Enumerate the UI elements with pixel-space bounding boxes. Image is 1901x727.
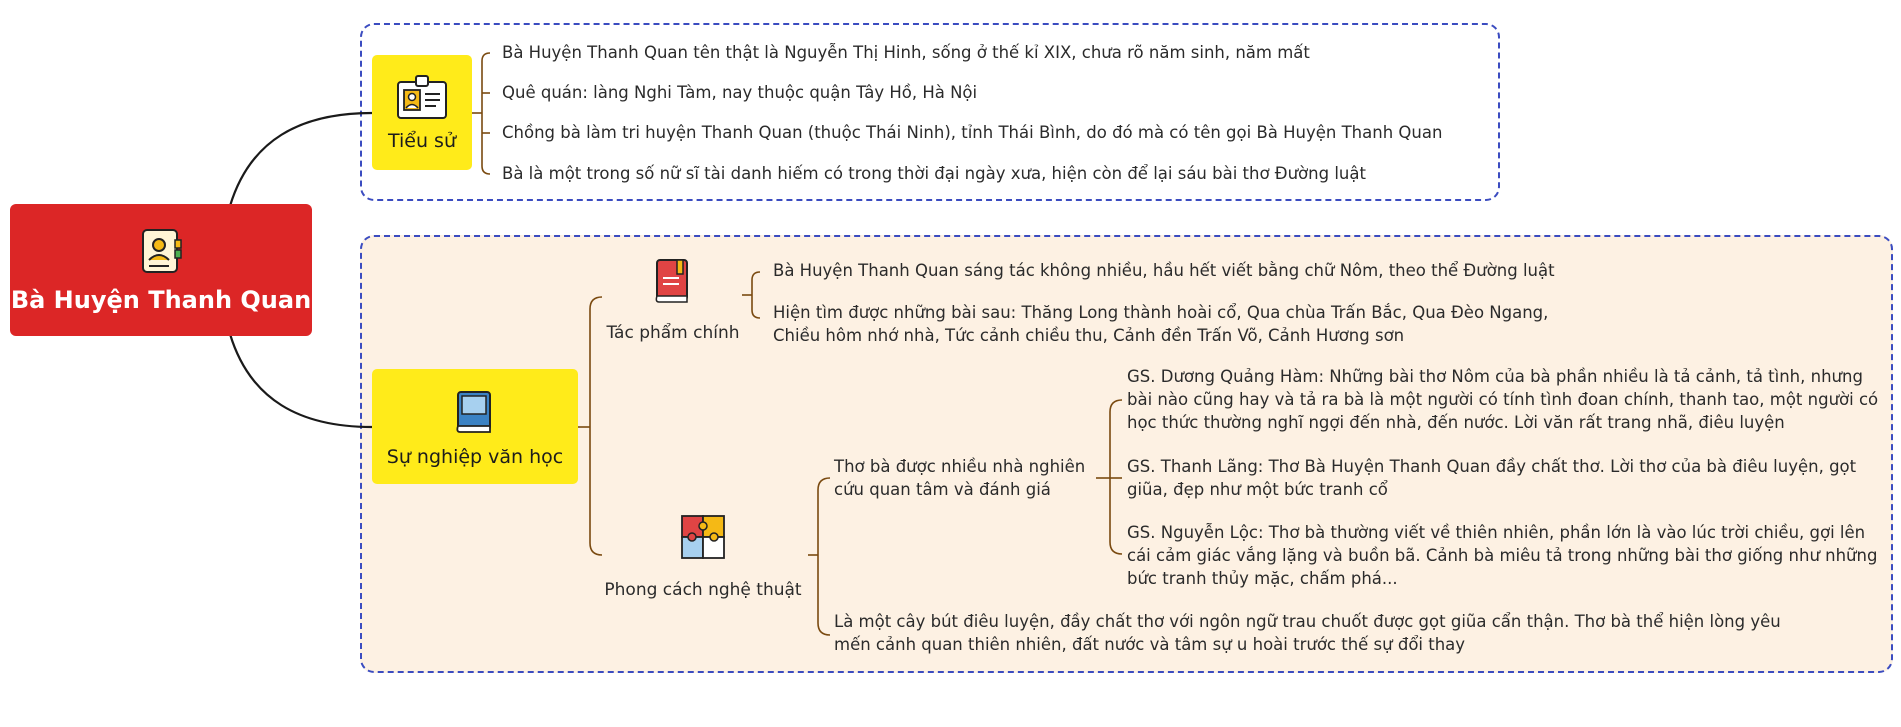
puzzle-icon	[680, 514, 726, 560]
tac-pham-item-1: Bà Huyện Thanh Quan sáng tác không nhiều, hầu hết viết bằng chữ Nôm, theo thể Đường luật	[773, 261, 1555, 280]
person-card-icon	[137, 226, 185, 276]
root-title: Bà Huyện Thanh Quan	[10, 286, 312, 314]
tong-ket-item: Là một cây bút điêu luyện, đầy chất thơ với ngôn ngữ trau chuốt được gọt giũa cẩn thận. Thơ bà thể hiện lòng yêu mến cảnh quan thiên nhiên, đất nước và tâm sự u hoài trước thế sự đổi thay	[834, 612, 1781, 654]
danh-gia-bracket	[1096, 400, 1122, 554]
branch-su-nghiep[interactable]	[372, 369, 578, 484]
branch-tieu-su[interactable]	[372, 55, 472, 170]
id-card-icon	[396, 74, 448, 122]
danh-gia-item-2: GS. Thanh Lãng: Thơ Bà Huyện Thanh Quan đầy chất thơ. Lời thơ của bà điêu luyện, gọt giũa, đẹp như một bức tranh cổ	[1127, 457, 1857, 499]
tieu-su-bracket	[472, 53, 490, 174]
tieu-su-item-2: Quê quán: làng Nghi Tàm, nay thuộc quận Tây Hồ, Hà Nội	[502, 83, 978, 102]
phong-cach-label[interactable]: Phong cách nghệ thuật	[604, 580, 802, 600]
root-to-su-nghiep-line	[230, 334, 372, 427]
tac-pham-label[interactable]: Tác phẩm chính	[606, 323, 740, 343]
danh-gia-label[interactable]: Thơ bà được nhiều nhà nghiên cứu quan tâm và đánh giá	[834, 457, 1086, 499]
tac-pham-item-2: Hiện tìm được những bài sau: Thăng Long thành hoài cổ, Qua chùa Trấn Bắc, Qua Đèo Ngang, Chiều hôm nhớ nhà, Tức cảnh chiều thu, Cảnh đền Trấn Võ, Cảnh Hương sơn	[773, 303, 1549, 345]
tieu-su-item-4: Bà là một trong số nữ sĩ tài danh hiếm có trong thời đại ngày xưa, hiện còn để lại sáu bài thơ Đường luật	[502, 164, 1366, 183]
root-node[interactable]	[10, 204, 312, 336]
phong-cach-bracket	[808, 478, 830, 635]
book-icon	[452, 386, 498, 436]
tac-pham-bracket	[742, 272, 760, 318]
branch-su-nghiep-label: Sự nghiệp văn học	[386, 445, 564, 468]
tieu-su-item-1: Bà Huyện Thanh Quan tên thật là Nguyễn Thị Hinh, sống ở thế kỉ XIX, chưa rõ năm sinh, năm mất	[502, 43, 1310, 62]
red-book-icon	[653, 258, 693, 304]
danh-gia-item-3: GS. Nguyễn Lộc: Thơ bà thường viết về thiên nhiên, phần lớn là vào lúc trời chiều, gợi lên cái cảm giác vắng lặng và buồn bã. Cảnh bà miêu tả trong những bài thơ giống như những bức tranh thủy mặc, chấm phá...	[1127, 523, 1878, 588]
su-nghiep-bracket	[578, 297, 602, 555]
danh-gia-item-1: GS. Dương Quảng Hàm: Những bài thơ Nôm của bà phần nhiều là tả cảnh, tả tình, nhưng bài nào cũng hay và tả ra bà là một người có tính tình đoan chính, thanh tao, một người có học thức thường nghĩ ngợi đến nhà, đến nước. Lời văn rất trang nhã, điêu luyện	[1127, 367, 1879, 432]
branch-tieu-su-label: Tiểu sử	[387, 129, 456, 152]
tieu-su-item-3: Chồng bà làm tri huyện Thanh Quan (thuộc Thái Ninh), tỉnh Thái Bình, do đó mà có tên gọi Bà Huyện Thanh Quan	[502, 123, 1443, 142]
root-to-tieu-su-line	[230, 113, 372, 206]
